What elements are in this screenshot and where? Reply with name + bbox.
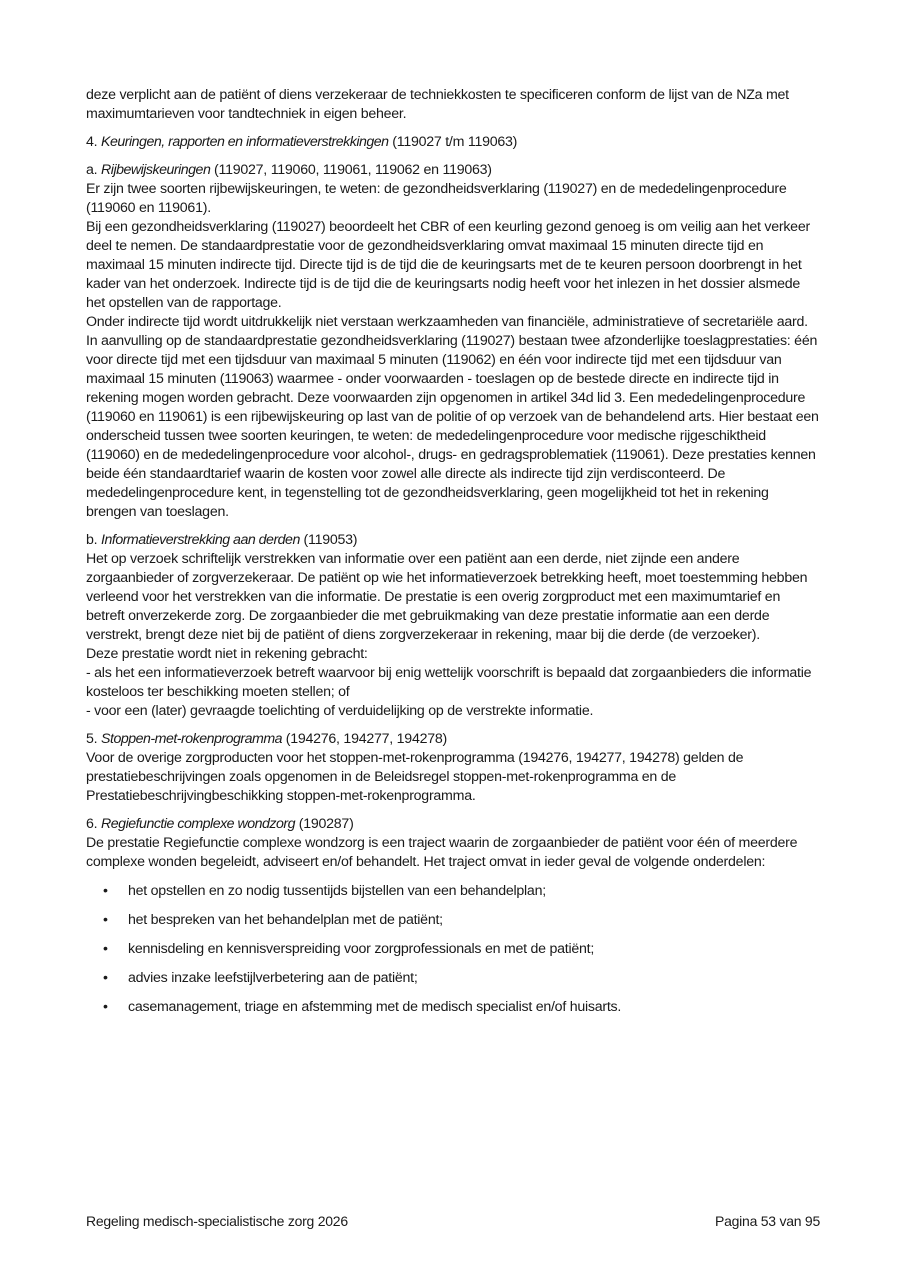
section-number: b. (86, 532, 98, 548)
bullet-icon: • (103, 941, 108, 957)
intro-paragraph: deze verplicht aan de patiënt of diens verzekeraar de techniekkosten te specificeren conform de lijst van de NZa met maximumtarieven voor tandtechniek in eigen beheer. (86, 87, 789, 122)
page-footer (86, 1213, 820, 1229)
section-6-heading (86, 815, 821, 834)
bullet-item: • het opstellen en zo nodig tussentijds bijstellen van een behandelplan; (103, 883, 546, 899)
section-title: Keuringen, rapporten en informatieverstrekkingen (101, 134, 389, 150)
section-4b-paragraph: Deze prestatie wordt niet in rekening gebracht: (86, 646, 368, 662)
section-number: 4. (86, 134, 98, 150)
section-codes: (190287) (298, 816, 354, 832)
section-4a-paragraph: Onder indirecte tijd wordt uitdrukkelijk niet verstaan werkzaamheden van financiële, administratieve of secretariële aard. In aanvulling op de standaardprestatie gezondheidsverklaring (119027) bestaan twee afzonderlijke toeslagprestaties: één voor directe tijd met een tijdsduur van maximaal 5 minuten (119062) en één voor indirecte tijd met een tijdsduur van maximaal 15 minuten (119063) waarmee - onder voorwaarden - toeslagen op de bestede directe en indirecte tijd in rekening mogen worden gebracht. Deze voorwaarden zijn opgenomen in artikel 34d lid 3. Een mededelingenprocedure (119060 en 119061) is een rijbewijskeuring op last van de politie of op verzoek van de behandelend arts. Hier bestaat een onderscheid tussen twee soorten keuringen, te weten: de mededelingenprocedure voor medische rijgeschiktheid (119060) en de mededelingenprocedure voor alcohol-, drugs- en gedragsproblematiek (119061). Deze prestaties kennen beide één standaardtarief waarin de kosten voor zowel alle directe als indirecte tijd zijn verdisconteerd. De mededelingenprocedure kent, in tegenstelling tot de gezondheidsverklaring, geen mogelijkheid tot het in rekening brengen van toeslagen. (86, 314, 819, 520)
section-title: Regiefunctie complexe wondzorg (101, 816, 296, 832)
section-title: Informatieverstrekking aan derden (101, 532, 300, 548)
bullet-icon: • (103, 912, 108, 928)
section-number: a. (86, 162, 98, 178)
section-number: 5. (86, 731, 98, 747)
bullet-icon: • (103, 999, 108, 1015)
section-codes: (119027, 119060, 119061, 119062 en 119063) (214, 162, 492, 178)
section-codes: (119053) (303, 532, 358, 548)
bullet-item: • kennisdeling en kennisverspreiding voor zorgprofessionals en met de patiënt; (103, 941, 595, 957)
section-4b-list-item: - als het een informatieverzoek betreft waarvoor bij enig wettelijk voorschrift is bepaald dat zorgaanbieders die informatie kosteloos ter beschikking moeten stellen; of (86, 665, 812, 700)
section-5-heading (86, 730, 821, 749)
bullet-icon: • (103, 970, 108, 986)
document-page (86, 86, 821, 1027)
section-4-heading (86, 133, 821, 152)
section-5-paragraph: Voor de overige zorgproducten voor het stoppen-met-rokenprogramma (194276, 194277, 194278) gelden de prestatiebeschrijvingen zoals opgenomen in de Beleidsregel stoppen-met-rokenprogramma en de Prestatiebeschrijvingbeschikking stoppen-met-rokenprogramma. (86, 750, 744, 804)
section-4b-list-item: - voor een (later) gevraagde toelichting of verduidelijking op de verstrekte informatie. (86, 703, 594, 719)
section-6-paragraph: De prestatie Regiefunctie complexe wondzorg is een traject waarin de zorgaanbieder de patiënt voor één of meerdere complexe wonden begeleidt, adviseert en/of behandelt. Het traject omvat in ieder geval de volgende onderdelen: (86, 835, 798, 870)
section-codes: (194276, 194277, 194278) (285, 731, 447, 747)
section-4a-heading (86, 161, 821, 180)
section-4b-paragraph: Het op verzoek schriftelijk verstrekken van informatie over een patiënt aan een derde, niet zijnde een andere zorgaanbieder of zorgverzekeraar. De patiënt op wie het informatieverzoek betrekking heeft, moet toestemming hebben verleend voor het verstrekken van die informatie. De prestatie is een overig zorgproduct met een maximumtarief en betreft onverzekerde zorg. De zorgaanbieder die met gebruikmaking van deze prestatie informatie aan een derde verstrekt, brengt deze niet bij de patiënt of diens zorgverzekeraar in rekening, maar bij die derde (de verzoeker). (86, 551, 808, 643)
section-4b-heading (86, 531, 821, 550)
section-codes: (119027 t/m 119063) (392, 134, 518, 150)
footer-document-title: Regeling medisch-specialistische zorg 2026 (86, 1213, 348, 1229)
section-4a-paragraph: Bij een gezondheidsverklaring (119027) beoordeelt het CBR of een keurling gezond genoeg is om veilig aan het verkeer deel te nemen. De standaardprestatie voor de gezondheidsverklaring omvat maximaal 15 minuten directe tijd en maximaal 15 minuten indirecte tijd. Directe tijd is de tijd die de keuringsarts met de te keuren persoon doorbrengt in het kader van het onderzoek. Indirecte tijd is de tijd die de keuringsarts nodig heeft voor het inlezen in het dossier alsmede het opstellen van de rapportage. (86, 219, 810, 311)
bullet-item: • casemanagement, triage en afstemming met de medisch specialist en/of huisarts. (103, 999, 622, 1015)
section-4a-paragraph: Er zijn twee soorten rijbewijskeuringen, te weten: de gezondheidsverklaring (119027) en de mededelingenprocedure (119060 en 119061). (86, 181, 787, 216)
footer-page-number: Pagina 53 van 95 (715, 1213, 820, 1229)
bullet-item: • advies inzake leefstijlverbetering aan de patiënt; (103, 970, 418, 986)
bullet-item: • het bespreken van het behandelplan met de patiënt; (103, 912, 443, 928)
section-title: Rijbewijskeuringen (101, 162, 211, 178)
section-6-bullet-list (86, 882, 821, 1017)
bullet-icon: • (103, 883, 108, 899)
section-title: Stoppen-met-rokenprogramma (101, 731, 283, 747)
section-number: 6. (86, 816, 98, 832)
